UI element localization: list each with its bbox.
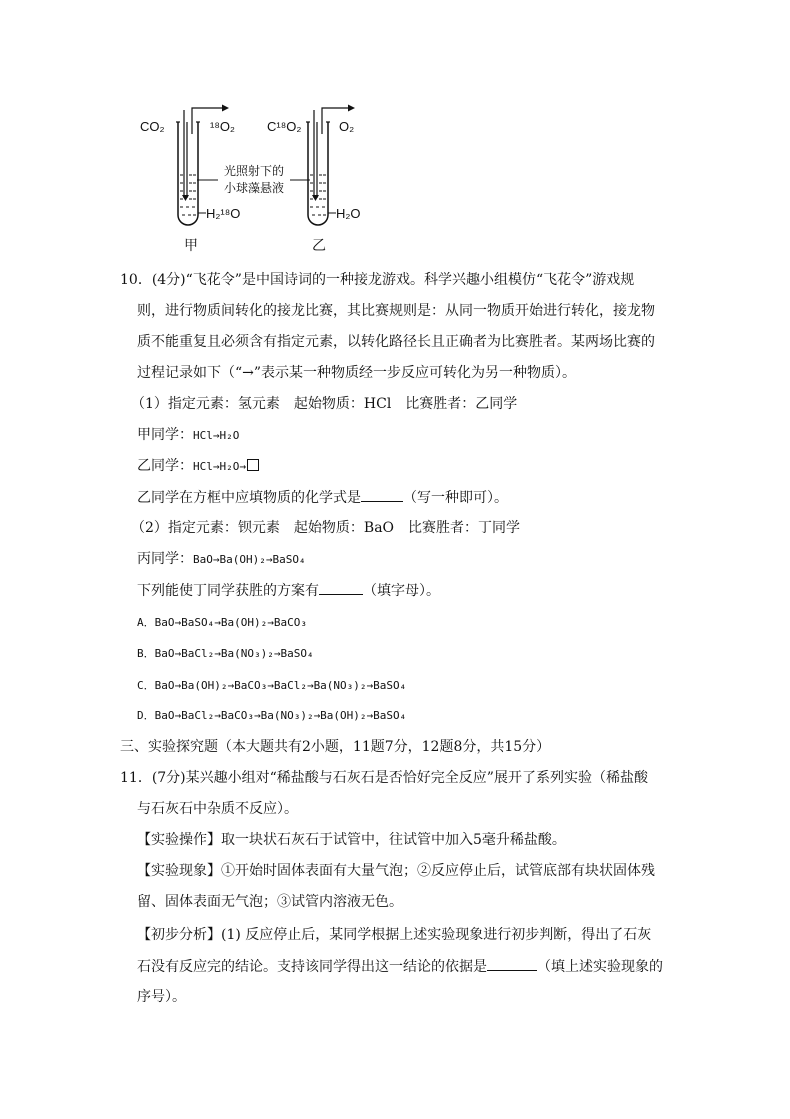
left-outlet-label: ¹⁸O₂ xyxy=(210,119,235,134)
right-bottom-label: H₂O xyxy=(336,206,361,221)
suspension-label-line2: 小球藻悬液 xyxy=(223,181,285,195)
q10-stem-line4: 过程记录如下（“→”表示某一种物质经一步反应可转化为另一种物质）。 xyxy=(137,365,577,381)
q10-stem-line2: 则，进行物质间转化的接龙比赛，其比赛规则是：从同一物质开始进行转化，接龙物 xyxy=(137,303,655,319)
an2-post: （填上述实验现象的 xyxy=(537,959,663,975)
fill2-post: （填字母）。 xyxy=(363,583,440,599)
q11-observation-line1: 【实验现象】①开始时固体表面有大量气泡；②反应停止后，试管底部有块状固体残 xyxy=(137,863,655,879)
bing-chain: BaO→Ba(OH)₂→BaSO₄ xyxy=(193,553,306,566)
q11-operation: 【实验操作】取一块状石灰石于试管中，往试管中加入5毫升稀盐酸。 xyxy=(137,832,566,848)
fill2-pre: 下列能使丁同学获胜的方案有 xyxy=(137,583,319,599)
q11-analysis-line1: 【初步分析】(1) 反应停止后，某同学根据上述实验现象进行初步判断，得出了石灰 xyxy=(137,927,652,943)
yi-label: 乙同学： xyxy=(137,458,193,474)
q10-bing-record xyxy=(137,549,306,570)
q10-option-b: B．BaO→BaCl₂→Ba(NO₃)₂→BaSO₄ xyxy=(137,647,314,660)
q11-analysis-line2 xyxy=(137,956,663,977)
q10-stem-line3: 质不能重复且必须含有指定元素，以转化路径长且正确者为比赛胜者。某两场比赛的 xyxy=(137,334,655,350)
fill1-post: （写一种即可）。 xyxy=(403,490,508,506)
fill1-blank[interactable] xyxy=(361,487,403,502)
q11-observation-line2: 留、固体表面无气泡；③试管内溶液无色。 xyxy=(137,894,403,910)
q10-fill2 xyxy=(137,580,440,601)
left-bottom-label: H₂¹⁸O xyxy=(206,206,241,221)
test-tube-figure xyxy=(130,100,370,260)
bing-label: 丙同学： xyxy=(137,551,193,567)
tube-yi-caption: 乙 xyxy=(312,237,326,253)
fill1-pre: 乙同学在方框中应填物质的化学式是 xyxy=(137,490,361,506)
q10-fill1 xyxy=(137,487,508,508)
suspension-label-line1: 光照射下的 xyxy=(223,164,285,178)
q10-jia-record xyxy=(137,425,239,446)
jia-label: 甲同学： xyxy=(137,427,193,443)
right-inlet-label: C¹⁸O₂ xyxy=(267,119,302,134)
q11-stem-line1: 11．(7分)某兴趣小组对“稀盐酸与石灰石是否恰好完全反应”展开了系列实验（稀盐酸 xyxy=(120,770,648,786)
jia-chain: HCl→H₂O xyxy=(193,429,240,442)
tube-jia-caption: 甲 xyxy=(184,237,198,253)
q10-part1-header: （1）指定元素：氢元素 起始物质：HCl 比赛胜者：乙同学 xyxy=(131,396,518,412)
section-3-heading: 三、实验探究题（本大题共有2小题，11题7分，12题8分，共15分） xyxy=(120,739,551,755)
q11-blank[interactable] xyxy=(487,956,537,971)
fill2-blank[interactable] xyxy=(319,580,363,595)
q10-option-c: C．BaO→Ba(OH)₂→BaCO₃→BaCl₂→Ba(NO₃)₂→BaSO₄ xyxy=(137,679,407,692)
q10-yi-record xyxy=(137,456,259,477)
q11-analysis-line3: 序号）。 xyxy=(137,989,186,1005)
q11-stem-line2: 与石灰石中杂质不反应）。 xyxy=(137,801,298,817)
q10-part2-header: （2）指定元素：钡元素 起始物质：BaO 比赛胜者：丁同学 xyxy=(131,520,521,536)
q10-stem-line1: 10．(4分)“飞花令”是中国诗词的一种接龙游戏。科学兴趣小组模仿“飞花令”游戏规 xyxy=(120,272,635,288)
left-inlet-label: CO₂ xyxy=(140,119,165,134)
an2-pre: 石没有反应完的结论。支持该同学得出这一结论的依据是 xyxy=(137,959,487,975)
yi-chain: HCl→H₂O→ xyxy=(193,460,246,473)
answer-box xyxy=(247,459,259,471)
q10-option-a: A．BaO→BaSO₄→Ba(OH)₂→BaCO₃ xyxy=(137,616,307,629)
q10-option-d: D．BaO→BaCl₂→BaCO₃→Ba(NO₃)₂→Ba(OH)₂→BaSO₄ xyxy=(137,709,407,722)
right-outlet-label: O₂ xyxy=(339,119,355,134)
